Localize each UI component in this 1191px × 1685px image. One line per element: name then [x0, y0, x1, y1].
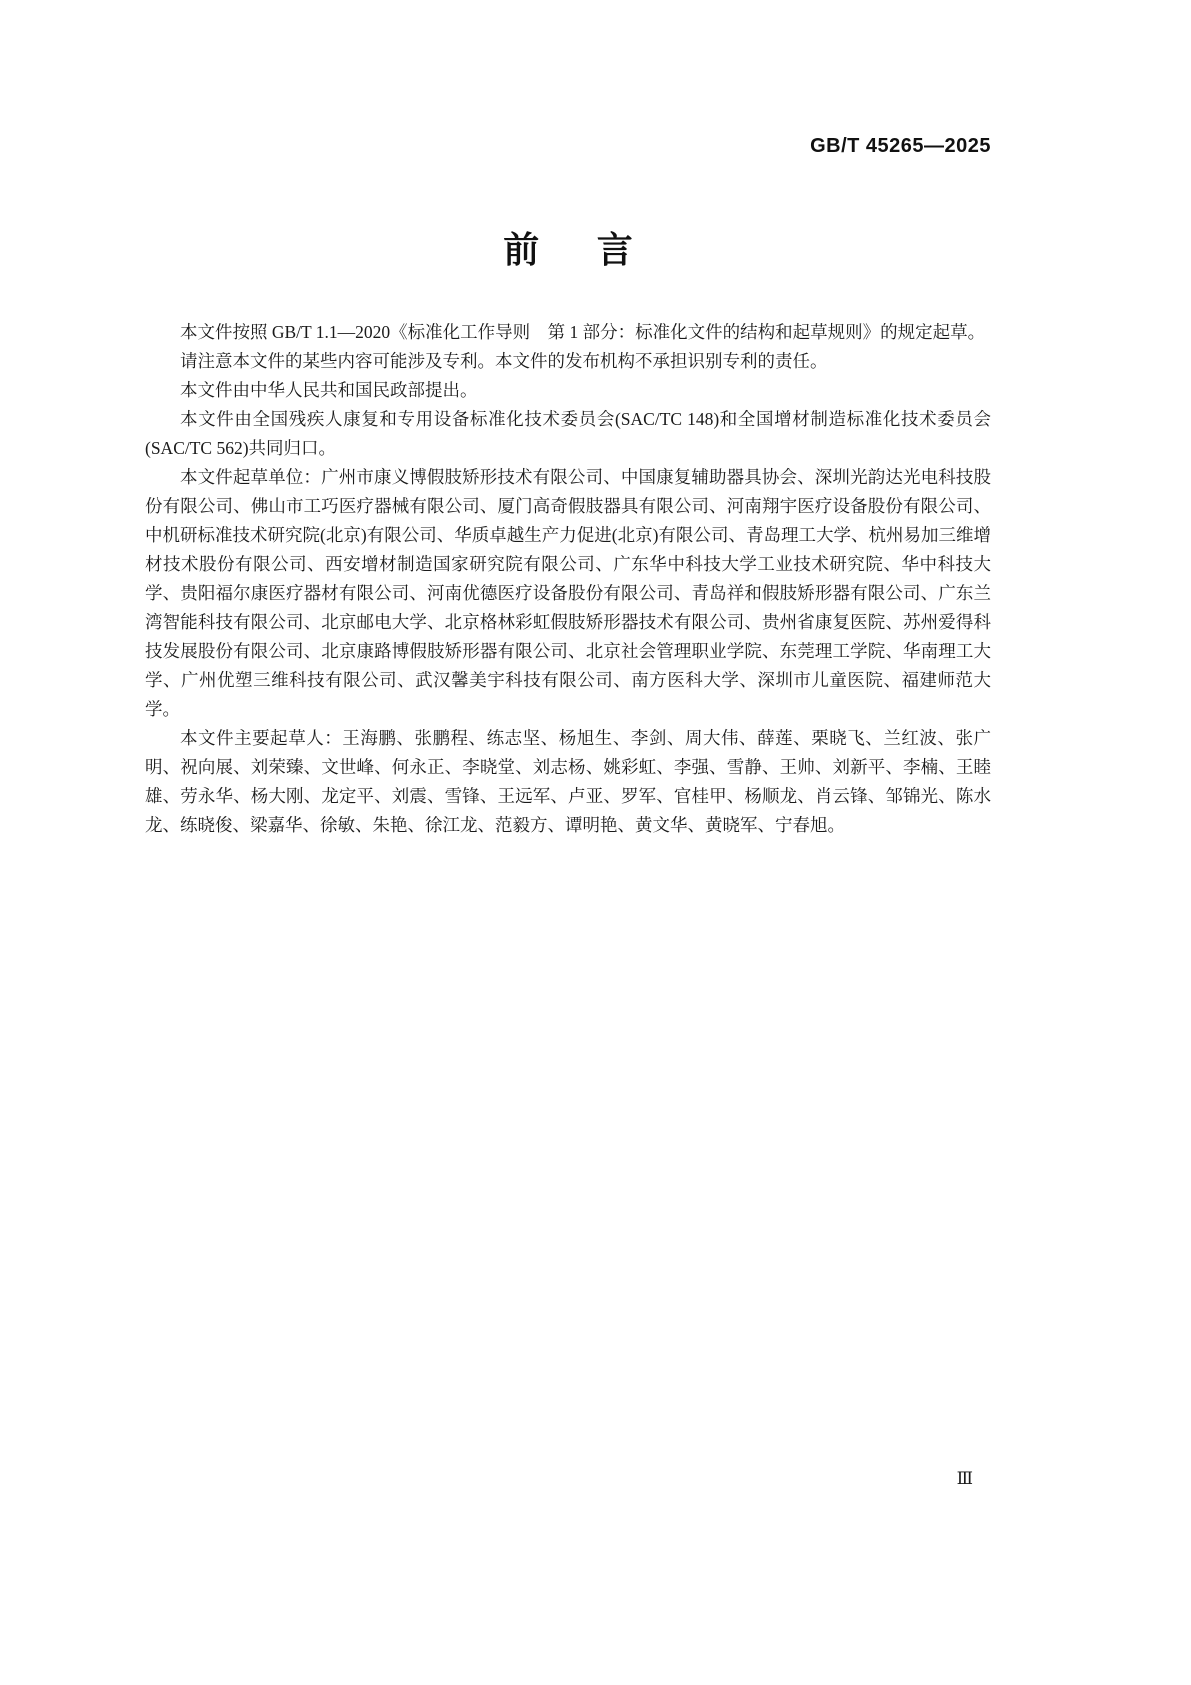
- page-title: 前言: [503, 229, 691, 270]
- standard-number: GB/T 45265—2025: [810, 135, 991, 157]
- paragraph-centralized-by: 本文件由全国残疾人康复和专用设备标准化技术委员会(SAC/TC 148)和全国增材制造标准化技术委员会(SAC/TC 562)共同归口。: [145, 409, 991, 458]
- paragraph-drafting-rules: 本文件按照 GB/T 1.1—2020《标准化工作导则 第 1 部分：标准化文件的结构和起草规则》的规定起草。: [180, 322, 986, 342]
- document-body: [145, 318, 991, 840]
- paragraph-patent-notice: 请注意本文件的某些内容可能涉及专利。本文件的发布机构不承担识别专利的责任。: [180, 351, 828, 371]
- paragraph-drafting-organizations: 本文件起草单位：广州市康义博假肢矫形技术有限公司、中国康复辅助器具协会、深圳光韵达光电科技股份有限公司、佛山市工巧医疗器械有限公司、厦门高奇假肢器具有限公司、河南翔宇医疗设备股份有限公司、中机研标准技术研究院(北京)有限公司、华质卓越生产力促进(北京)有限公司、青岛理工大学、杭州易加三维增材技术股份有限公司、西安增材制造国家研究院有限公司、广东华中科技大学工业技术研究院、华中科技大学、贵阳福尔康医疗器材有限公司、河南优德医疗设备股份有限公司、青岛祥和假肢矫形器有限公司、广东兰湾智能科技有限公司、北京邮电大学、北京格林彩虹假肢矫形器技术有限公司、贵州省康复医院、苏州爱得科技发展股份有限公司、北京康路博假肢矫形器有限公司、北京社会管理职业学院、东莞理工学院、华南理工大学、广州优塑三维科技有限公司、武汉馨美宇科技有限公司、南方医科大学、深圳市儿童医院、福建师范大学。: [145, 467, 991, 719]
- paragraph-proposed-by: 本文件由中华人民共和国民政部提出。: [180, 380, 478, 400]
- page-number: Ⅲ: [956, 1469, 973, 1488]
- paragraph-main-drafters: 本文件主要起草人：王海鹏、张鹏程、练志坚、杨旭生、李剑、周大伟、薛莲、栗晓飞、兰红波、张广明、祝向展、刘荣臻、文世峰、何永正、李晓堂、刘志杨、姚彩虹、李强、雪静、王帅、刘新平、李楠、王睦雄、劳永华、杨大刚、龙定平、刘震、雪锋、王远军、卢亚、罗军、官桂甲、杨顺龙、肖云锋、邹锦光、陈水龙、练晓俊、梁嘉华、徐敏、朱艳、徐江龙、范毅方、谭明艳、黄文华、黄晓军、宁春旭。: [145, 728, 991, 835]
